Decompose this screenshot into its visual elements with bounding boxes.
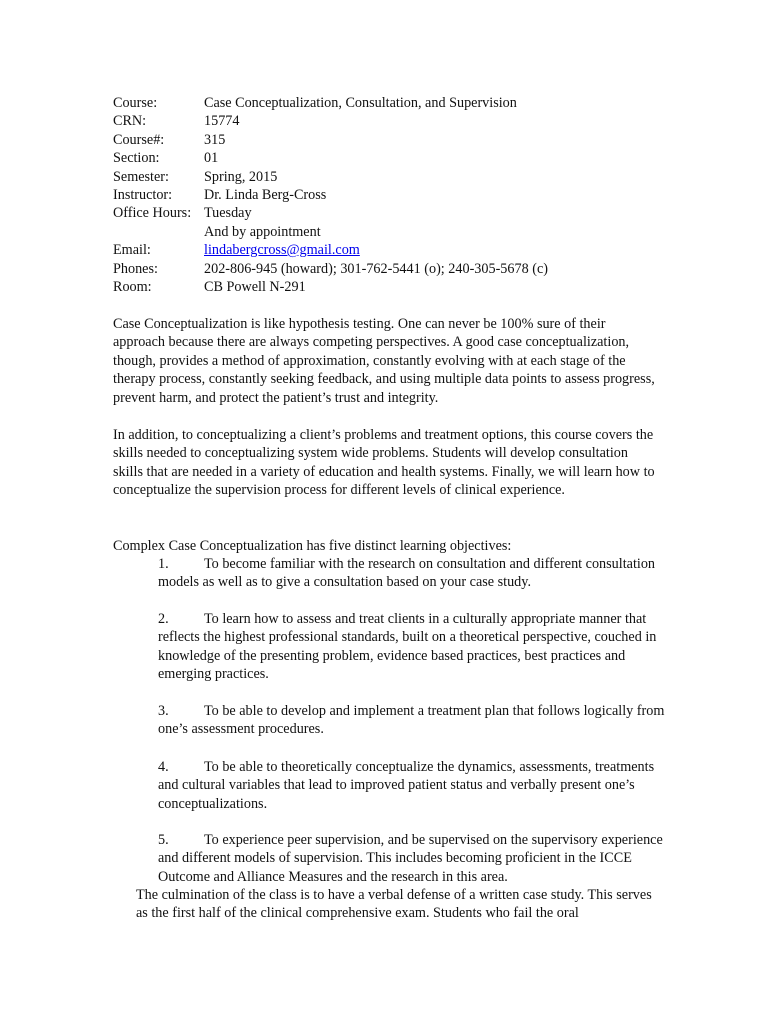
room-label: Room: (113, 278, 152, 295)
course-label: Course: (113, 95, 158, 111)
phones-label: Phones: (113, 260, 158, 277)
semester-row (113, 168, 548, 186)
crn-row (113, 112, 548, 130)
phones-row (113, 260, 548, 278)
instructor-label: Instructor: (113, 186, 173, 203)
instructor-value: Dr. Linda Berg-Cross (204, 186, 327, 203)
office-hours-value: Tuesday (204, 205, 252, 222)
objective-number: 5. (158, 832, 169, 848)
phones-value: 202-806-945 (howard); 301-762-5441 (o); 240-305-5678 (c) (204, 260, 548, 277)
intro-paragraph: Case Conceptualization is like hypothesis testing. One can never be 100% sure of their approach because there are always competing perspectives. A good case conceptualization, though, provides a method of approximation, constantly evolving with at each stage of the therapy process, constantly seeking feedback, and using multiple data points to assess progress, prevent harm, and protect the patient’s trust and integrity. (113, 316, 655, 406)
objective-item (158, 610, 668, 684)
office-hours-label-2 (113, 223, 204, 241)
crn-label: CRN: (113, 113, 147, 130)
objective-item (158, 758, 668, 813)
email-link[interactable]: lindabergcross@gmail.com (204, 242, 360, 259)
course-number-label: Course#: (113, 131, 165, 148)
objective-item (158, 702, 668, 739)
email-row (113, 241, 548, 259)
course-description-paragraph: In addition, to conceptualizing a client’s problems and treatment options, this course covers the skills needed to conceptualizing system wide problems. Students will develop consultation skills that are needed in a variety of education and health systems. Finally, we will learn how to conceptualize the supervision process for different levels of clinical experience. (113, 427, 655, 499)
office-hours-row-2 (113, 223, 548, 241)
section-label: Section: (113, 150, 160, 167)
objective-number: 1. (158, 556, 169, 572)
course-number-row (113, 131, 548, 149)
semester-label: Semester: (113, 168, 169, 185)
objective-text: To be able to develop and implement a treatment plan that follows logically from one’s assessment procedures. (158, 703, 665, 738)
course-value: Case Conceptualization, Consultation, and Supervision (204, 95, 517, 111)
closing-paragraph: The culmination of the class is to have a verbal defense of a written case study. This serves as the first half of the clinical comprehensive exam. Students who fail the oral (136, 887, 652, 922)
office-hours-label: Office Hours: (113, 205, 192, 222)
office-hours-row (113, 204, 548, 222)
objectives-intro: Complex Case Conceptualization has five distinct learning objectives: (113, 538, 512, 554)
course-row (113, 94, 548, 112)
section-row (113, 149, 548, 167)
objective-item (158, 555, 668, 592)
objective-number: 4. (158, 759, 169, 775)
room-row (113, 278, 548, 296)
email-label: Email: (113, 242, 151, 259)
crn-value: 15774 (204, 113, 240, 130)
objective-text: To be able to theoretically conceptualize the dynamics, assessments, treatments and cultural variables that lead to improved patient status and verbally present one’s conceptualizations. (158, 759, 655, 812)
objective-number: 2. (158, 611, 169, 627)
objective-text: To become familiar with the research on consultation and different consultation models as well as to give a consultation based on your case study. (158, 556, 656, 591)
room-value: CB Powell N-291 (204, 278, 306, 295)
objective-number: 3. (158, 703, 169, 719)
objective-text: To learn how to assess and treat clients in a culturally appropriate manner that reflects the highest professional standards, built on a theoretical perspective, couched in knowledge of the presenting problem, evidence based practices, best practices and emerging practices. (158, 611, 657, 683)
course-number-value: 315 (204, 131, 226, 148)
objective-text: To experience peer supervision, and be supervised on the supervisory experience and different models of supervision. This includes becoming proficient in the ICCE Outcome and Alliance Measures and the research in this area. (158, 832, 663, 885)
objective-item (158, 831, 668, 886)
instructor-row (113, 186, 548, 204)
section-value: 01 (204, 150, 219, 167)
semester-value: Spring, 2015 (204, 168, 278, 185)
office-hours-value-2: And by appointment (204, 223, 321, 240)
course-info-block (113, 94, 548, 296)
